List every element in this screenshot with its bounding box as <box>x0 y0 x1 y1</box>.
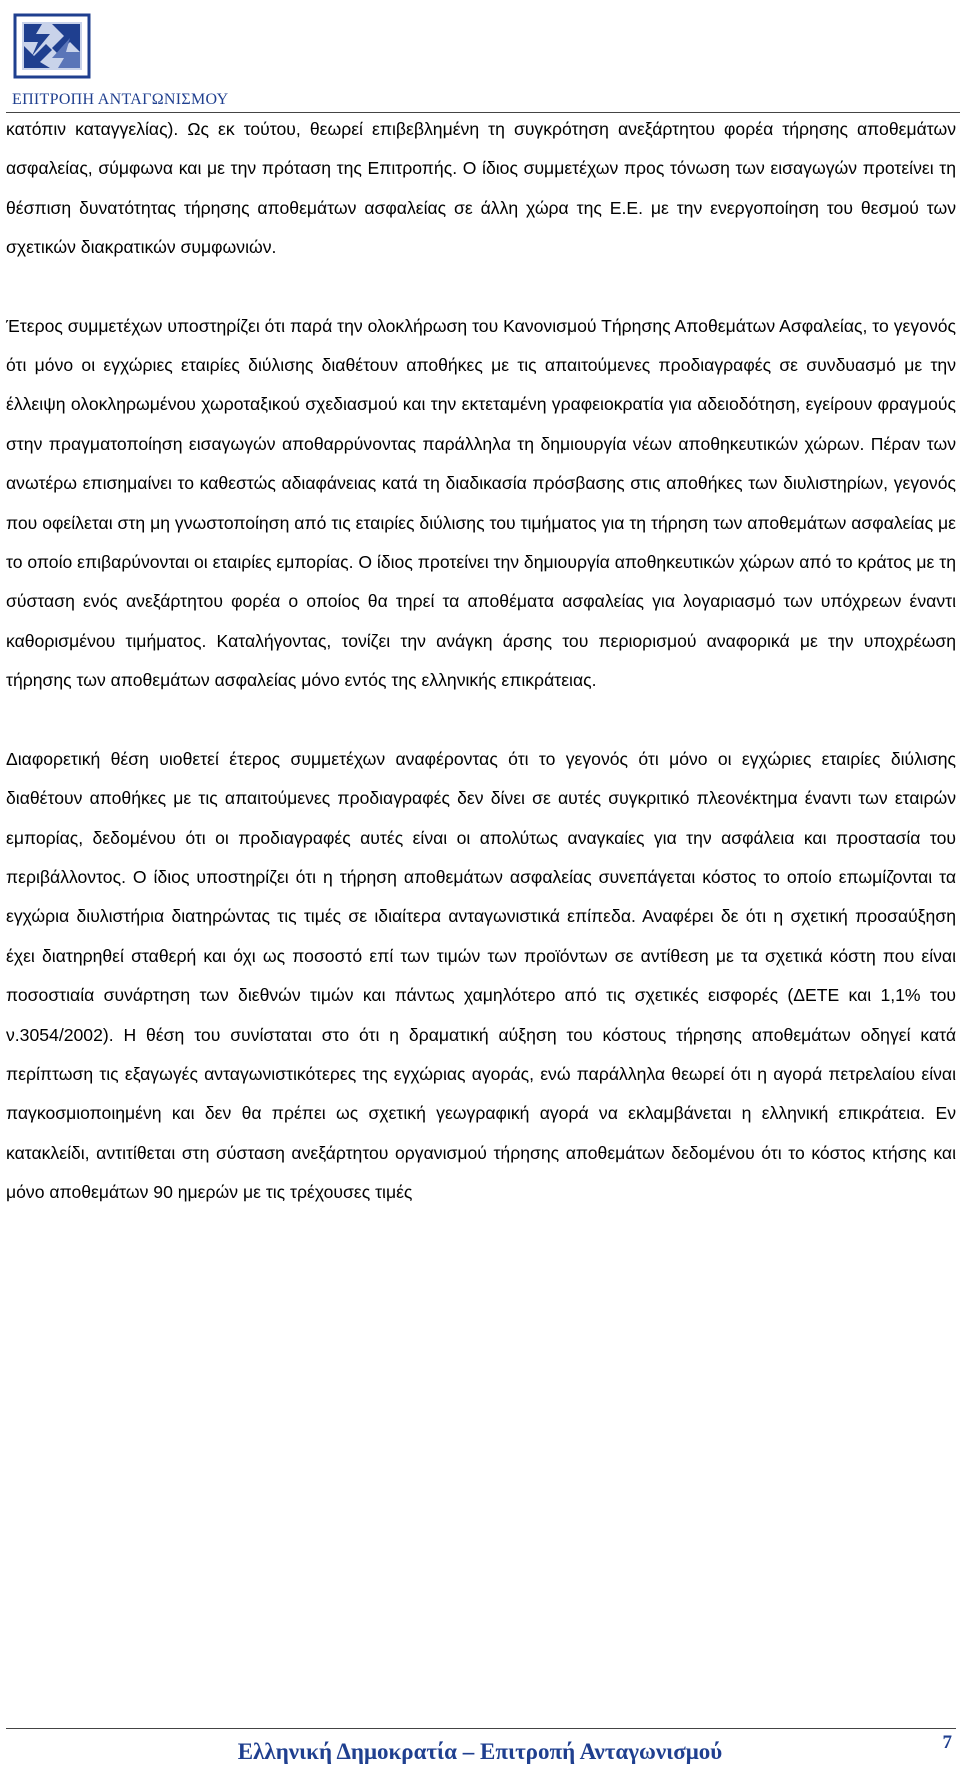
page-number: 7 <box>942 1732 952 1753</box>
page-header <box>6 8 960 112</box>
paragraph-3: Διαφορετική θέση υιοθετεί έτερος συμμετέχων αναφέροντας ότι το γεγονός ότι μόνο οι εγχώριες εταιρίες διύλισης διαθέτουν αποθήκες με τις απαιτούμενες προδιαγραφές δεν δίνει σε αυτές συγκριτικό πλεονέκτημα έναντι των εταιρών εμπορίας, δεδομένου ότι οι προδιαγραφές αυτές είναι οι απολύτως αναγκαίες για την ασφάλεια και προστασία του περιβάλλοντος. Ο ίδιος υποστηρίζει ότι η τήρηση αποθεμάτων ασφαλείας συνεπάγεται κόστος το οποίο επωμίζονται τα εγχώρια διυλιστήρια διατηρώντας τις τιμές σε ιδιαίτερα ανταγωνιστικά επίπεδα. Αναφέρει δε ότι η σχετική προσαύξηση έχει διατηρηθεί σταθερή και όχι ως ποσοστό επί των τιμών των προϊόντων σε αντίθεση με τα σχετικά κόστη που είναι ποσοστιαία συνάρτηση των διεθνών τιμών και πάντως χαμηλότερο από τις σχετικές εισφορές (ΔΕΤΕ και 1,1% του ν.3054/2002). Η θέση του συνίσταται στο ότι η δραματική αύξηση του κόστους τήρησης αποθεμάτων οδηγεί κατά περίπτωση τις εξαγωγές ανταγωνιστικότερες της εγχώριας αγοράς, ενώ παράλληλα θεωρεί ότι η αγορά πετρελαίου είναι παγκοσμιοποιημένη και δεν θα πρέπει ως σχετική γεωγραφική αγορά να εκλαμβάνεται η ελληνική επικράτεια. Εν κατακλείδι, αντιτίθεται στη σύσταση ανεξάρτητου οργανισμού τήρησης αποθεμάτων δεδομένου ότι το κόστος κτήσης και μόνο αποθεμάτων 90 ημερών με τις τρέχουσες τιμές <box>6 748 956 1203</box>
footer-divider <box>6 1728 956 1729</box>
footer-title: Ελληνική Δημοκρατία – Επιτροπή Ανταγωνισμού <box>237 1739 723 1764</box>
paragraph-1: κατόπιν καταγγελίας). Ως εκ τούτου, θεωρεί επιβεβλημένη τη συγκρότηση ανεξάρτητου φορέα τήρησης αποθεμάτων ασφαλείας, σύμφωνα και με την πρόταση της Επιτροπής. Ο ίδιος συμμετέχων προς τόνωση των εισαγωγών προτείνει τη θέσπιση δυνατότητας τήρησης αποθεμάτων ασφαλείας σε άλλη χώρα της Ε.Ε. με την ενεργοποίηση του θεσμού των σχετικών διακρατικών συμφωνιών. <box>6 119 956 258</box>
organization-name: ΕΠΙΤΡΟΠΗ ΑΝΤΑΓΩΝΙΣΜΟΥ <box>12 91 229 108</box>
commission-logo-icon <box>12 12 104 86</box>
paragraph-2: Έτερος συμμετέχων υποστηρίζει ότι παρά την ολοκλήρωση του Κανονισμού Τήρησης Αποθεμάτων Ασφαλείας, το γεγονός ότι μόνο οι εγχώριες εταιρίες διύλισης διαθέτουν αποθήκες με τις απαιτούμενες προδιαγραφές σε συνδυασμό με την έλλειψη ολοκληρωμένου χωροταξικού σχεδιασμού και την εκτεταμένη γραφειοκρατία για αδειοδότηση, εγείρουν φραγμούς στην πραγματοποίηση εισαγωγών αποθαρρύνοντας παράλληλα τη δημιουργία νέων αποθηκευτικών χώρων. Πέραν των ανωτέρω επισημαίνει το καθεστώς αδιαφάνειας κατά τη διαδικασία πρόσβασης στις αποθήκες των διυλιστηρίων, γεγονός που οφείλεται στη μη γνωστοποίηση από τις εταιρίες διύλισης του τιμήματος για τη τήρηση των αποθεμάτων ασφαλείας με το οποίο επιβαρύνονται οι εταιρίες εμπορίας. Ο ίδιος προτείνει την δημιουργία αποθηκευτικών χώρων από το κράτος με τη σύσταση ενός ανεξάρτητου φορέα ο οποίος θα τηρεί τα αποθέματα ασφαλείας για λογαριασμό των υπόχρεων έναντι καθορισμένου τιμήματος. Καταλήγοντας, τονίζει την ανάγκη άρσης του περιορισμού αναφορικά με την υποχρέωση τήρησης των αποθεμάτων ασφαλείας μόνο εντός της ελληνικής επικράτειας. <box>6 315 956 691</box>
body-text <box>6 110 956 1213</box>
